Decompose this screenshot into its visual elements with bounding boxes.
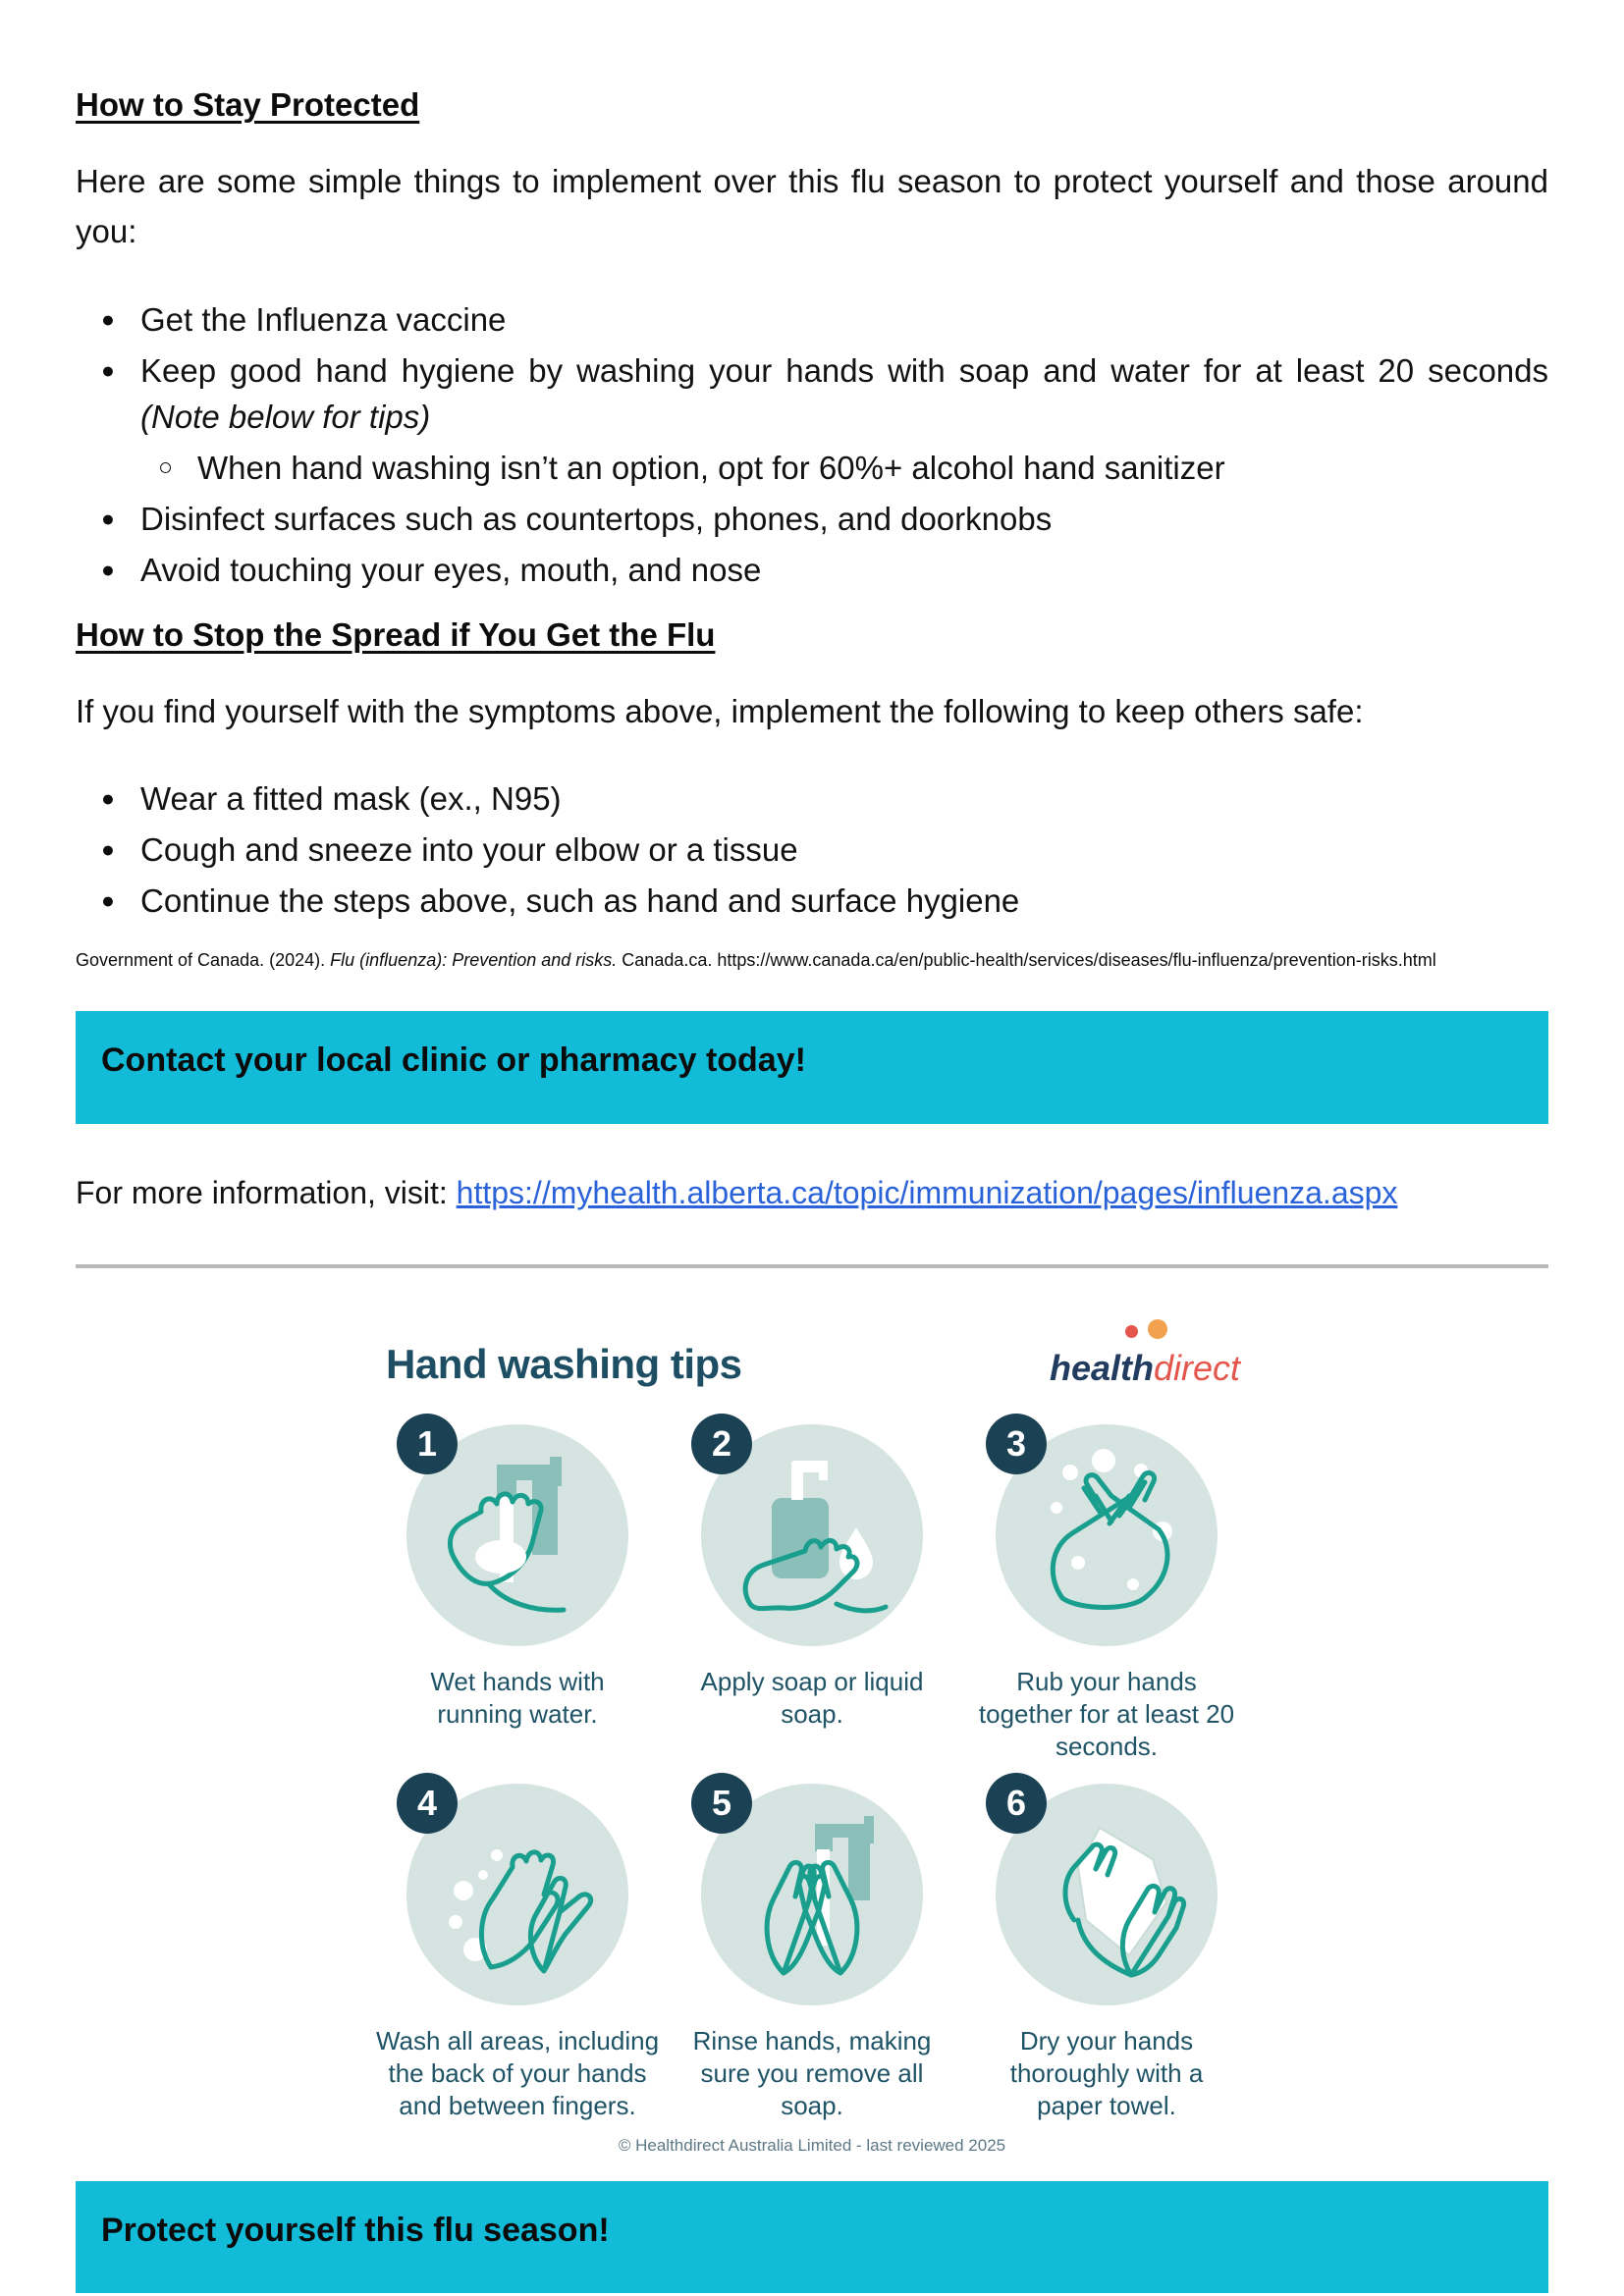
step-6-illustration <box>984 1773 1229 2013</box>
step-6-caption: Dry your hands thoroughly with a paper towel. <box>1009 2025 1204 2120</box>
step-4 <box>370 1773 665 2122</box>
step-2-caption: Apply soap or liquid soap. <box>700 1666 924 1729</box>
spread-intro-paragraph: If you find yourself with the symptoms above, implement the following to keep others safe: <box>76 692 1364 729</box>
bullet-text-cough: Cough and sneeze into your elbow or a tissue <box>140 830 798 868</box>
bullet-marker-icon: ● <box>101 356 115 383</box>
protect-intro-paragraph: Here are some simple things to implement over this flu season to protect yourself and those around you: <box>76 163 1548 250</box>
protect-banner-text: Protect yourself this flu season! <box>101 2211 610 2249</box>
list-item <box>76 496 1548 542</box>
step-5 <box>677 1773 947 2122</box>
bullet-marker-icon: ● <box>101 556 115 582</box>
step-5-number-badge: 5 <box>691 1773 752 1834</box>
bullet-marker-icon: ● <box>101 505 115 531</box>
step-4-number-badge: 4 <box>397 1773 458 1834</box>
spread-bullet-list <box>76 775 1548 924</box>
source-citation <box>76 949 1548 972</box>
step-4-illustration <box>395 1773 640 2013</box>
citation-prefix: Government of Canada. (2024). <box>76 949 331 970</box>
contact-clinic-banner <box>76 1011 1548 1124</box>
section-divider <box>76 1264 1548 1268</box>
list-item <box>76 347 1548 440</box>
step-3-caption: Rub your hands together for at least 20 seconds. <box>978 1666 1235 1761</box>
bullet-marker-icon: ● <box>101 835 115 862</box>
step-2-number-badge: 2 <box>691 1414 752 1474</box>
bullet-text-continue-steps: Continue the steps above, such as hand and surface hygiene <box>140 881 1020 919</box>
bullet-marker-icon: ● <box>101 886 115 913</box>
contact-banner-text: Contact your local clinic or pharmacy today! <box>101 1041 806 1080</box>
step-1-number-badge: 1 <box>397 1414 458 1474</box>
step-4-caption: Wash all areas, including the back of your hands and between fingers. <box>375 2025 660 2120</box>
protect-flu-season-banner <box>76 2181 1548 2294</box>
citation-title: Flu (influenza): Prevention and risks. <box>330 949 618 970</box>
step-5-caption: Rinse hands, making sure you remove all soap. <box>692 2025 932 2120</box>
step-1-illustration <box>395 1414 640 1654</box>
step-5-illustration <box>689 1773 935 2013</box>
bullet-note-italic: (Note below for tips) <box>140 398 431 435</box>
step-2 <box>677 1414 947 1763</box>
step-6 <box>984 1773 1229 2122</box>
step-3 <box>967 1414 1247 1763</box>
step-1-caption: Wet hands with running water. <box>430 1666 605 1729</box>
list-item <box>76 775 1548 822</box>
bullet-marker-icon: ● <box>101 305 115 332</box>
bullet-text-mask: Wear a fitted mask (ex., N95) <box>140 779 562 817</box>
infographic-steps-grid <box>370 1414 1254 2122</box>
bullet-marker-icon: ● <box>101 784 115 811</box>
healthdirect-logo <box>1050 1319 1240 1388</box>
infographic-header <box>370 1319 1254 1414</box>
myhealth-alberta-link[interactable]: https://myhealth.alberta.ca/topic/immunization/pages/influenza.aspx <box>456 1175 1398 1211</box>
bullet-text-hand-hygiene <box>140 347 1548 440</box>
step-3-illustration <box>984 1414 1229 1654</box>
logo-dot-large-icon <box>1148 1319 1167 1339</box>
step-6-number-badge: 6 <box>986 1773 1047 1834</box>
logo-health-text: health <box>1049 1347 1154 1388</box>
heading-how-to-stay-protected: How to Stay Protected <box>76 86 420 123</box>
heading-stop-the-spread: How to Stop the Spread if You Get the Flu <box>76 615 716 653</box>
step-1 <box>395 1414 640 1763</box>
list-item <box>76 296 1548 343</box>
bullet-text-sanitizer: When hand washing isn’t an option, opt for 60%+ alcohol hand sanitizer <box>197 449 1225 486</box>
list-sub-item <box>76 445 1548 491</box>
citation-suffix: Canada.ca. https://www.canada.ca/en/public-health/services/diseases/flu-influenza/prevention-risks.html <box>617 949 1436 970</box>
sub-bullet-marker-icon: ○ <box>158 453 174 481</box>
list-item <box>76 878 1548 924</box>
step-2-illustration <box>689 1414 935 1654</box>
infographic-title: Hand washing tips <box>386 1340 742 1387</box>
step-3-number-badge: 3 <box>986 1414 1047 1474</box>
bullet-text-vaccine: Get the Influenza vaccine <box>140 300 507 338</box>
list-item <box>76 827 1548 873</box>
bullet-text-main: Keep good hand hygiene by washing your hands with soap and water for at least 20 seconds <box>140 351 1548 389</box>
more-info-line <box>76 1171 1548 1215</box>
more-info-prefix: For more information, visit: <box>76 1175 457 1211</box>
infographic-copyright: © Healthdirect Australia Limited - last reviewed 2025 <box>618 2135 1006 2155</box>
hand-washing-infographic <box>370 1319 1254 2156</box>
protect-bullet-list <box>76 296 1548 593</box>
logo-dot-small-icon <box>1125 1325 1138 1338</box>
bullet-text-disinfect: Disinfect surfaces such as countertops, phones, and doorknobs <box>140 500 1053 537</box>
logo-direct-text: direct <box>1153 1347 1240 1388</box>
list-item <box>76 547 1548 593</box>
bullet-text-avoid-touching: Avoid touching your eyes, mouth, and nose <box>140 551 762 588</box>
